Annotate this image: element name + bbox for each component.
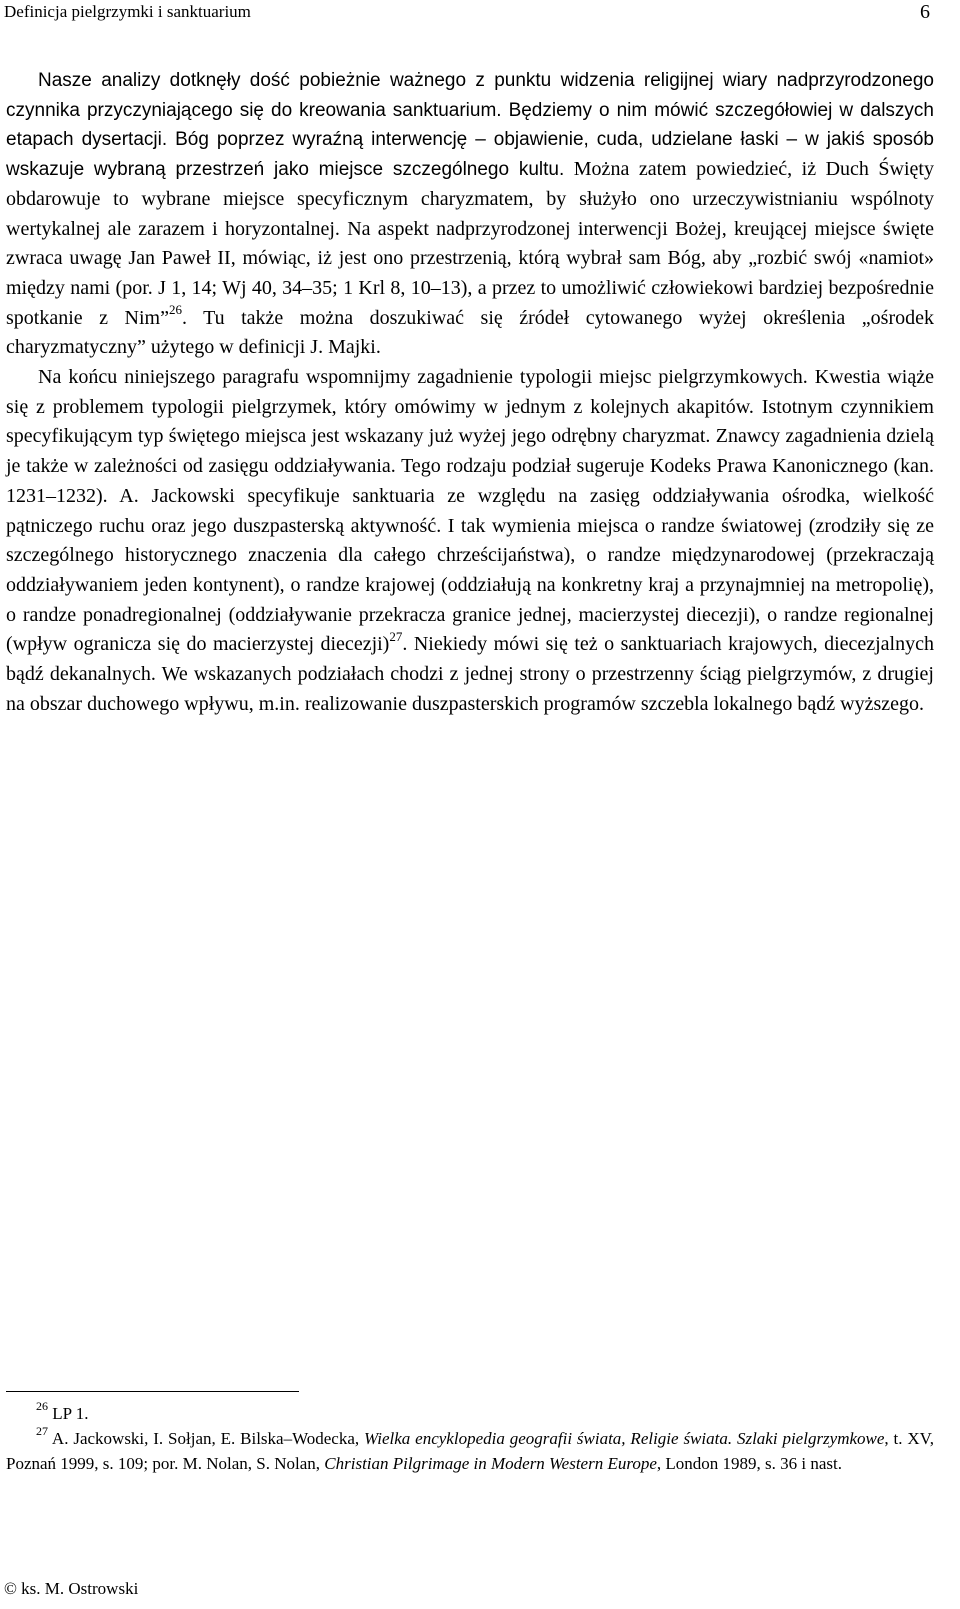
footnote-ref-26[interactable]: 26 (168, 301, 182, 317)
footnote-title: Wielka encyklopedia geografii świata, Religie świata. Szlaki pielgrzymkowe (364, 1429, 885, 1448)
running-header (4, 0, 930, 24)
footnote-text: LP 1. (48, 1404, 89, 1423)
paragraph-1-sans-part: Nasze analizy dotknęły dość pobieżnie ważnego z punktu widzenia religijnej wiary nadprzyrodzonego czynnika przyczyniającego się do kreowania sanktuarium. Będziemy o nim mówić szczegółowiej w dalszych etapach dysertacji. Bóg poprzez wyraźną interwencję – objawienie, cuda, udzielane łaski – w jakiś sposób wskazuje wybraną przestrzeń jako miejsce szczególnego kultu. (6, 70, 934, 181)
paragraph-1 (6, 66, 934, 363)
footnote-title: Christian Pilgrimage in Modern Western Europe (324, 1454, 657, 1473)
paragraph-1-serif-part: Można zatem powiedzieć, iż Duch Święty obdarowuje to wybrane miejsce specyficznym charyzmatem, by służyło ono urzeczywistnianiu wspólnoty wertykalnej ale zarazem i horyzontalnej. Na aspekt nadprzyrodzonej interwencji Bożej, kreującej miejsce święte zwraca uwagę Jan Paweł II, mówiąc, iż jest ono przestrzenią, którą wybrał sam Bóg, aby „rozbić swój «namiot» między nami (por. J 1, 14; Wj 40, 34–35; 1 Krl 8, 10–13), a przez to umożliwić człowiekowi bardziej bezpośrednie spotkanie z Nim” (6, 158, 934, 329)
footnote-text: , London 1989, s. 36 i nast. (656, 1454, 842, 1473)
paragraph-1-tail: . Tu także można doszukiwać się źródeł cytowanego wyżej określenia „ośrodek charyzmatyczny” użytego w definicji J. Majki. (6, 306, 934, 359)
copyright-footer: © ks. M. Ostrowski (4, 1579, 139, 1598)
page-number: 6 (920, 1, 930, 23)
footnote-number: 26 (36, 1399, 48, 1414)
footnotes (6, 1401, 934, 1476)
footnote-27 (6, 1426, 934, 1476)
footnote-26 (6, 1401, 934, 1426)
header-title: Definicja pielgrzymki i sanktuarium (4, 2, 251, 21)
footnote-divider (6, 1391, 299, 1392)
footnote-text: A. Jackowski, I. Sołjan, E. Bilska–Wodecka, (48, 1429, 365, 1448)
paragraph-2 (6, 363, 934, 719)
footnote-text: , t. XV, Poznań 1999, s. 109; por. M. Nolan, S. Nolan, (6, 1429, 934, 1473)
main-text (6, 66, 934, 719)
footnote-number: 27 (36, 1424, 48, 1439)
footnote-ref-27[interactable]: 27 (389, 628, 403, 644)
paragraph-2-text: Na końcu niniejszego paragrafu wspomnijmy zagadnienie typologii miejsc pielgrzymkowych. Kwestia wiąże się z problemem typologii pielgrzymek, który omówimy w jednym z kolejnych akapitów. Istotnym czynnikiem specyfikującym typ świętego miejsca jest wskazany już wyżej jego odrębny charyzmat. Znawcy zagadnienia dzielą je także w zależności od zasięgu oddziaływania. Tego rodzaju podział sugeruje Kodeks Prawa Kanonicznego (kan. 1231–1232). A. Jackowski specyfikuje sanktuaria ze względu na zasięg oddziaływania ośrodka, wielkość pątniczego ruchu oraz jego duszpasterską aktywność. I tak wymienia miejsca o randze światowej (zrodziły się ze szczególnego historycznego znaczenia dla całego chrześcijaństwa), o randze międzynarodowej (przekraczają oddziaływaniem jeden kontynent), o randze krajowej (oddziałują na konkretny kraj a przynajmniej na metropolię), o randze ponadregionalnej (oddziaływanie przekracza granice jednej, macierzystej diecezji), o randze regionalnej (wpływ ogranicza się do macierzystej diecezji) (6, 366, 934, 656)
paragraph-2-tail: . Niekiedy mówi się też o sanktuariach krajowych, diecezjalnych bądź dekanalnych. We wskazanych podziałach chodzi z jednej strony o przestrzenny ściąg pielgrzymów, z drugiej na obszar duchowego wpływu, m.in. realizowanie duszpasterskich programów szczebla lokalnego bądź wyższego. (6, 633, 934, 715)
